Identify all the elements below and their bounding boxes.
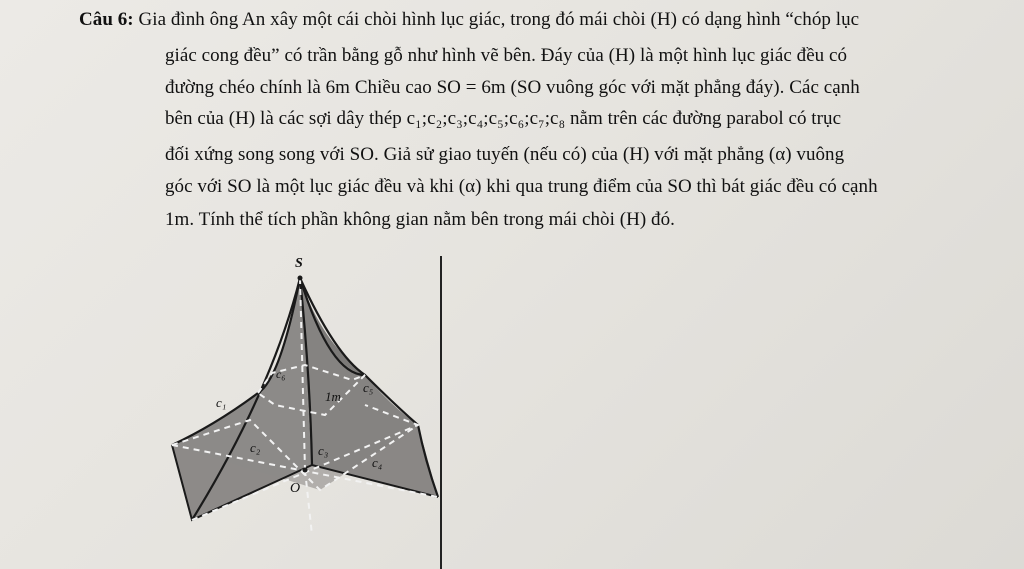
label-edge-length: 1m bbox=[325, 389, 341, 404]
problem-line-2: giác cong đều” có trần bằng gỗ như hình vẽ bên. Đáy của (H) là một hình lục giác đều có bbox=[165, 45, 848, 66]
problem-line-6: góc với SO là một lục giác đều và khi (α) khi qua trung điểm của SO thì bát giác đều có cạnh bbox=[165, 176, 878, 197]
problem-line-7: 1m. Tính thể tích phần không gian nằm bên trong mái chòi (H) đó. bbox=[165, 209, 675, 230]
problem-line-3: đường chéo chính là 6m Chiều cao SO = 6m (SO vuông góc với mặt phẳng đáy). Các cạnh bbox=[165, 77, 860, 98]
label-c4: c₄ bbox=[372, 455, 383, 470]
label-c6: c₆ bbox=[276, 367, 286, 381]
label-apex: S bbox=[295, 256, 303, 271]
label-c5: c₅ bbox=[363, 380, 374, 395]
problem-line-1-text: Gia đình ông An xây một cái chòi hình lục giác, trong đó mái chòi (H) có dạng hình “chóp lục bbox=[133, 9, 860, 30]
label-c2: c₂ bbox=[250, 440, 261, 455]
label-center: O bbox=[290, 481, 301, 496]
label-c1: c₁ bbox=[216, 395, 227, 410]
center-dot bbox=[303, 468, 308, 473]
vertex-dot bbox=[298, 276, 303, 281]
problem-line-5: đối xứng song song với SO. Giả sử giao tuyến (nếu có) của (H) với mặt phẳng (α) vuông bbox=[165, 144, 845, 165]
question-label: Câu 6: bbox=[79, 9, 134, 30]
problem-text bbox=[0, 0, 1024, 260]
label-c3: c₃ bbox=[318, 443, 329, 458]
problem-line-4: bên của (H) là các sợi dây thép c₁;c₂;c₃;c₄;c₅;c₆;c₇;c₈ nằm trên các đường parabol có trục bbox=[165, 108, 842, 129]
pyramid-diagram bbox=[160, 245, 460, 569]
figure-divider bbox=[440, 256, 442, 569]
pyramid-figure bbox=[160, 245, 460, 569]
problem-line-1 bbox=[79, 8, 859, 32]
